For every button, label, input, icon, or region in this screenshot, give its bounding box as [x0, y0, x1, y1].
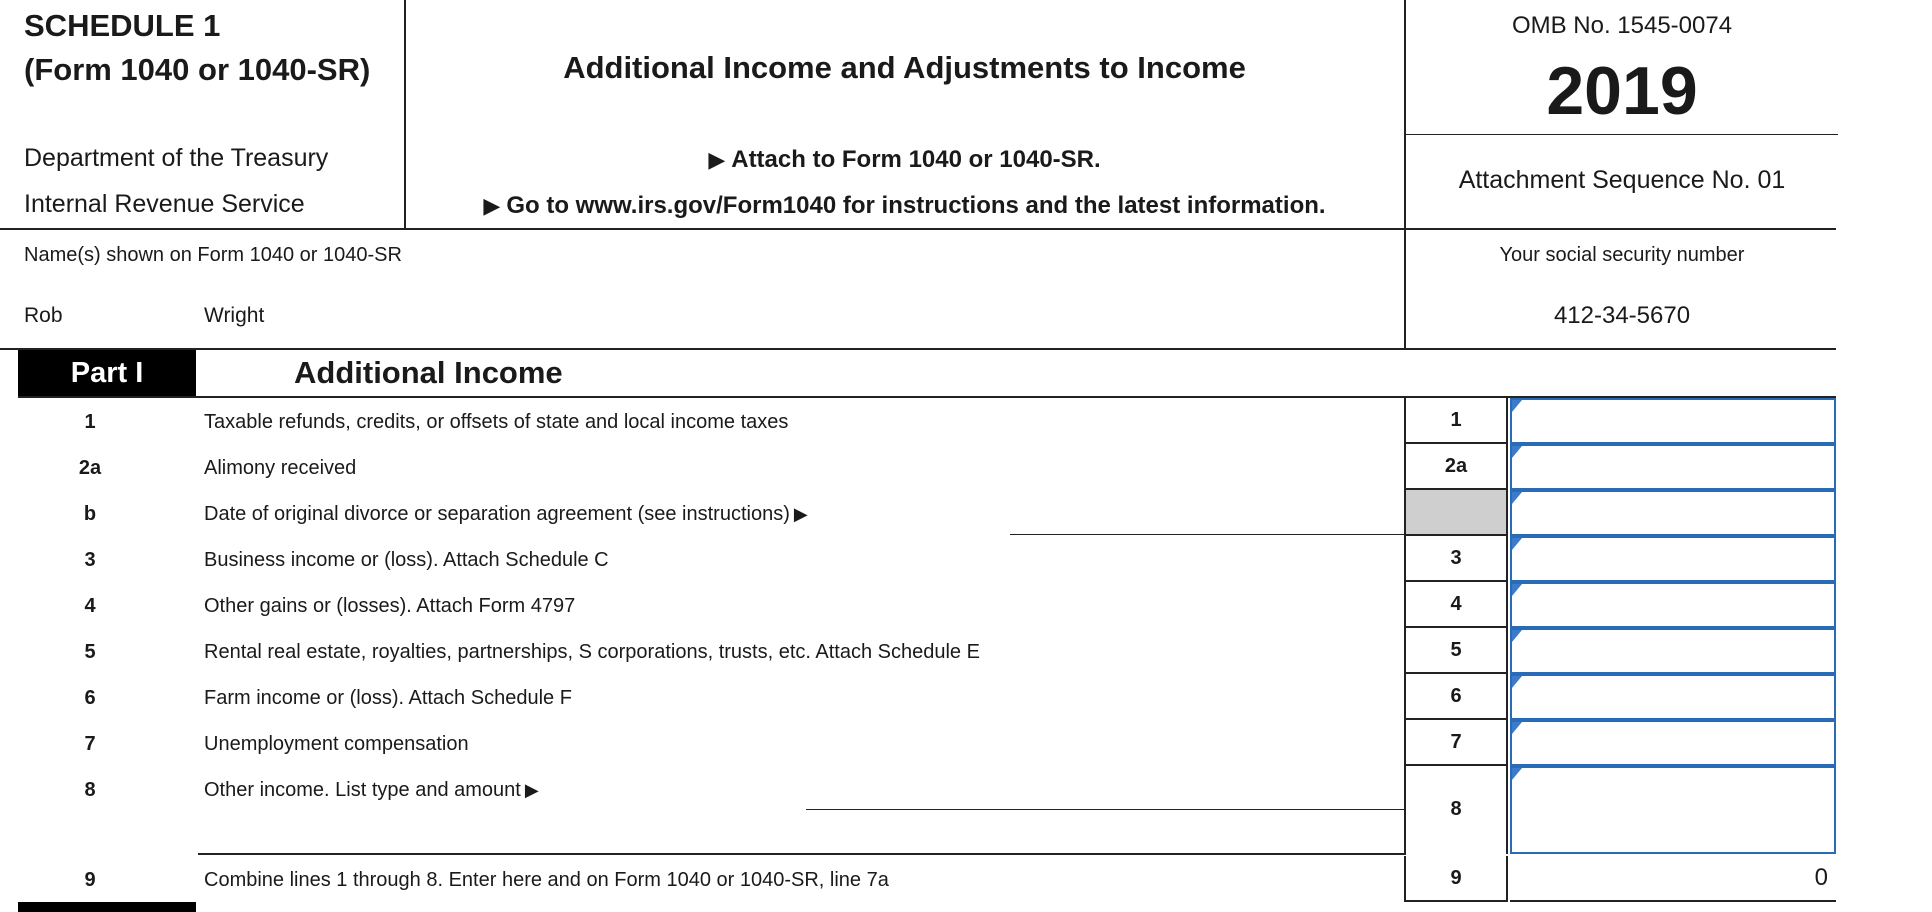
header-middle — [406, 0, 1403, 228]
line-3-amount-field[interactable] — [1510, 536, 1836, 582]
line-number: b — [83, 503, 97, 525]
form-header — [0, 0, 1836, 230]
line-box-label: 5 — [1404, 628, 1508, 674]
header-divider — [1406, 134, 1838, 135]
line-2b-date-field[interactable] — [1510, 490, 1836, 536]
header-left — [0, 0, 406, 228]
part-badge: Part I — [18, 350, 196, 396]
line-description: Other gains or (losses). Attach Form 4797 — [204, 595, 576, 617]
line-box-label: 1 — [1404, 398, 1508, 444]
department-name: Department of the Treasury — [24, 144, 329, 172]
line-box-label: 8 — [1404, 766, 1508, 854]
goto-instruction-text: Go to www.irs.gov/Form1040 for instructions and the latest information. — [506, 192, 1326, 219]
line-9 — [0, 856, 1836, 902]
divorce-date-entry-line[interactable] — [1010, 534, 1404, 535]
right-arrow-icon: ▶ — [708, 147, 726, 172]
schedule-title: SCHEDULE 1 — [24, 8, 221, 43]
line-description — [204, 503, 808, 526]
line-5-amount-field[interactable] — [1510, 628, 1836, 674]
attach-instruction — [406, 146, 1403, 174]
line-box-label: 2a — [1404, 444, 1508, 490]
line-8-divider — [198, 853, 1406, 855]
ssn-cell — [1404, 230, 1838, 348]
line-2a — [0, 444, 1836, 490]
line-number: 8 — [84, 779, 96, 801]
line-2b — [0, 490, 1836, 536]
right-arrow-icon: ▶ — [793, 504, 808, 524]
line-1 — [0, 398, 1836, 444]
line-8-amount-field[interactable] — [1510, 766, 1836, 854]
line-description: Rental real estate, royalties, partnerships, S corporations, trusts, etc. Attach Schedule E — [204, 641, 980, 663]
right-arrow-icon: ▶ — [524, 780, 539, 800]
line-number: 6 — [84, 687, 96, 709]
line-box-label: 3 — [1404, 536, 1508, 582]
line-6 — [0, 674, 1836, 720]
first-name-field[interactable]: Rob — [24, 304, 63, 327]
line-4-amount-field[interactable] — [1510, 582, 1836, 628]
line-9-total-field[interactable]: 0 — [1510, 856, 1836, 902]
line-description-text: Other income. List type and amount — [204, 779, 521, 801]
form-reference: (Form 1040 or 1040-SR) — [24, 52, 371, 87]
line-description: Business income or (loss). Attach Schedule C — [204, 549, 609, 571]
line-number: 7 — [84, 733, 96, 755]
part-title: Additional Income — [294, 355, 563, 390]
line-6-amount-field[interactable] — [1510, 674, 1836, 720]
line-description: Unemployment compensation — [204, 733, 469, 755]
line-box-label: 4 — [1404, 582, 1508, 628]
line-box-label: 6 — [1404, 674, 1508, 720]
name-label: Name(s) shown on Form 1040 or 1040-SR — [24, 244, 402, 266]
line-description — [204, 779, 539, 802]
line-description: Combine lines 1 through 8. Enter here and on Form 1040 or 1040-SR, line 7a — [204, 869, 889, 891]
attach-instruction-text: Attach to Form 1040 or 1040-SR. — [731, 146, 1101, 173]
line-5 — [0, 628, 1836, 674]
line-box-label-shaded — [1404, 490, 1508, 536]
line-number: 2a — [78, 457, 102, 479]
line-number: 5 — [84, 641, 96, 663]
line-1-amount-field[interactable] — [1510, 398, 1836, 444]
line-box-label: 9 — [1404, 856, 1508, 902]
ssn-field[interactable]: 412-34-5670 — [1553, 302, 1691, 329]
last-name-field[interactable]: Wright — [204, 304, 265, 327]
line-8 — [0, 766, 1836, 854]
line-number: 3 — [84, 549, 96, 571]
taxpayer-name-row — [0, 230, 1836, 350]
line-7 — [0, 720, 1836, 766]
form-title: Additional Income and Adjustments to Income — [563, 50, 1246, 85]
part-1-header — [18, 350, 1836, 398]
next-part-badge — [18, 902, 196, 912]
line-4 — [0, 582, 1836, 628]
right-arrow-icon: ▶ — [483, 193, 501, 218]
omb-number: OMB No. 1545-0074 — [1511, 12, 1733, 39]
header-right — [1404, 0, 1838, 228]
other-income-type-entry-line[interactable] — [806, 809, 1404, 810]
line-description: Taxable refunds, credits, or offsets of state and local income taxes — [204, 411, 789, 433]
line-description: Farm income or (loss). Attach Schedule F — [204, 687, 572, 709]
attachment-sequence: Attachment Sequence No. 01 — [1458, 166, 1786, 194]
line-box-label: 7 — [1404, 720, 1508, 766]
line-7-amount-field[interactable] — [1510, 720, 1836, 766]
line-2a-amount-field[interactable] — [1510, 444, 1836, 490]
ssn-label: Your social security number — [1499, 244, 1745, 266]
line-number: 1 — [84, 411, 96, 433]
line-number: 4 — [84, 595, 96, 617]
tax-year: 2019 — [1546, 53, 1698, 129]
line-description-text: Date of original divorce or separation agreement (see instructions) — [204, 503, 790, 525]
line-number: 9 — [84, 869, 96, 891]
line-3 — [0, 536, 1836, 582]
service-name: Internal Revenue Service — [24, 190, 305, 218]
goto-instruction — [406, 192, 1403, 220]
line-description: Alimony received — [204, 457, 357, 479]
